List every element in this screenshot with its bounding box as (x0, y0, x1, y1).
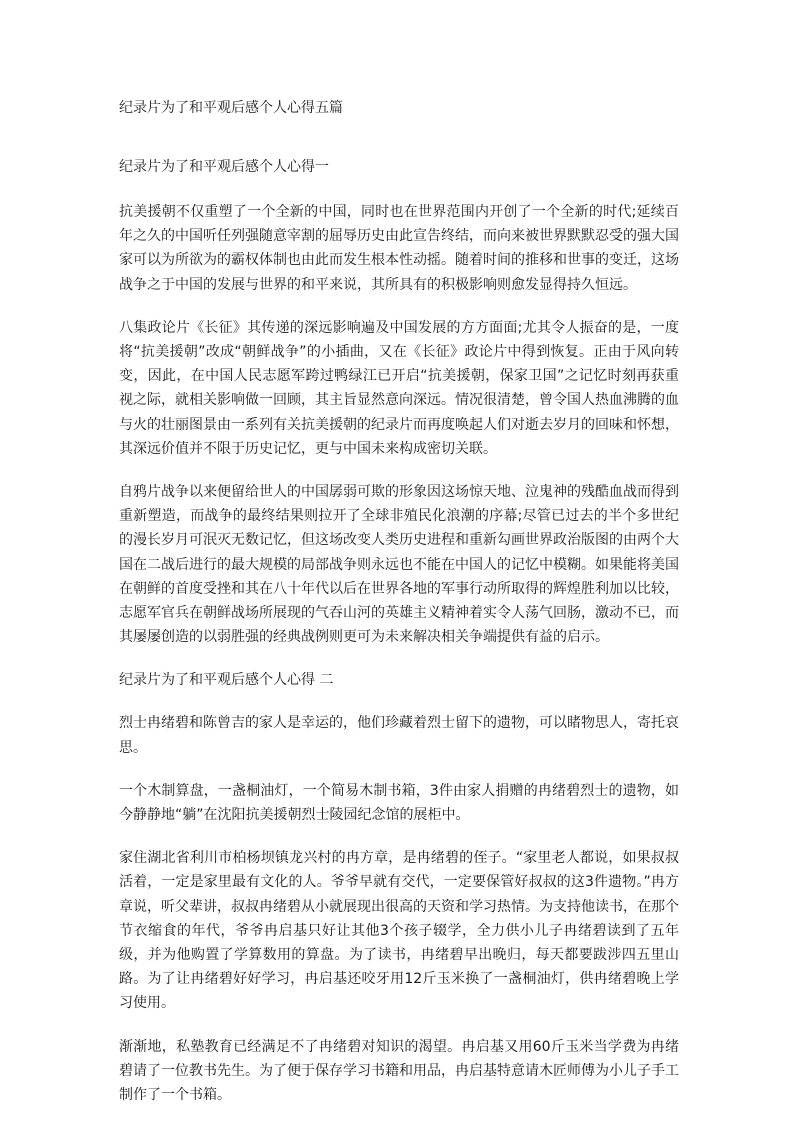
section-heading-2: 纪录片为了和平观后感个人心得 二 (119, 672, 334, 689)
paragraph: 抗美援朝不仅重塑了一个全新的中国，同时也在世界范围内开创了一个全新的时代;延续百年之久的中国听任列强随意宰割的屈辱历史由此宣告终结，而向来被世界默默忍受的强大国家可以为所欲为的霸权体制也由此而发生根本性动摇。随着时间的推移和世事的变迁，这场战争之于中国的发展与世界的和平来说，其所具有的积极影响则愈发显得持久恒远。 (119, 204, 679, 293)
paragraph: 渐渐地，私塾教育已经满足不了冉绪碧对知识的渴望。冉启基又用60斤玉米当学费为冉绪碧请了一位教书先生。为了便于保存学习书籍和用品，冉启基特意请木匠师傅为小儿子手工制作了一个书箱。 (119, 1038, 679, 1104)
paragraph: 八集政论片《长征》其传递的深远影响遍及中国发展的方方面面;尤其令人振奋的是，一度将“抗美援朝”改成“朝鲜战争”的小插曲，又在《长征》政论片中得到恢复。正由于风向转变，因此，在中国人民志愿军跨过鸭绿江已开启“抗美援朝，保家卫国”之记忆时刻再获重视之际，就相关影响做一回顾，其主旨显然意向深远。情况很清楚，曾令国人热血沸腾的血与火的壮丽图景由一系列有关抗美援朝的纪录片而再度唤起人们对逝去岁月的回味和怀想，其深远价值并不限于历史记忆，更与中国未来构成密切关联。 (119, 319, 679, 457)
document-title: 纪录片为了和平观后感个人心得五篇 (119, 100, 343, 116)
paragraph: 家住湖北省利川市柏杨坝镇龙兴村的冉方章，是冉绪碧的侄子。“家里老人都说，如果叔叔活着，一定是家里最有文化的人。爷爷早就有交代，一定要保管好叔叔的这3件遗物。”冉方章说，听父辈讲，叔叔冉绪碧从小就展现出很高的天资和学习热情。为支持他读书，在那个节衣缩食的年代，爷爷冉启基只好让其他3个孩子辍学，全力供小儿子冉绪碧读到了五年级，并为他购置了学算数用的算盘。为了读书，冉绪碧早出晚归，每天都要跋涉四五里山路。为了让冉绪碧好好学习，冉启基还咬牙用12斤玉米换了一盏桐油灯，供冉绪碧晚上学习使用。 (119, 850, 679, 1012)
paragraph: 烈士冉绪碧和陈曾吉的家人是幸运的，他们珍藏着烈士留下的遗物，可以睹物思人，寄托哀思。 (119, 715, 679, 756)
paragraph: 自鸦片战争以来便留给世人的中国孱弱可欺的形象因这场惊天地、泣鬼神的残酷血战而得到重新塑造，而战争的最终结果则拉开了全球非殖民化浪潮的序幕;尽管已过去的半个多世纪的漫长岁月可泯灭无数记忆，但这场改变人类历史进程和重新勾画世界政治版图的由两个大国在二战后进行的最大规模的局部战争则永远也不能在中国人的记忆中模糊。如果能将美国在朝鲜的首度受挫和其在八十年代以后在世界各地的军事行动所取得的辉煌胜利加以比较，志愿军官兵在朝鲜战场所展现的气吞山河的英雄主义精神着实令人荡气回肠，激动不已，而其屡屡创造的以弱胜强的经典战例则更可为未来解决相关争端提供有益的启示。 (119, 484, 679, 646)
paragraph: 一个木制算盘，一盏桐油灯，一个简易木制书箱，3件由家人捐赠的冉绪碧烈士的遗物，如今静静地“躺”在沈阳抗美援朝烈士陵园纪念馆的展柜中。 (119, 782, 679, 824)
section-heading-1: 纪录片为了和平观后感个人心得一 (119, 159, 329, 175)
document-content (119, 96, 679, 1107)
